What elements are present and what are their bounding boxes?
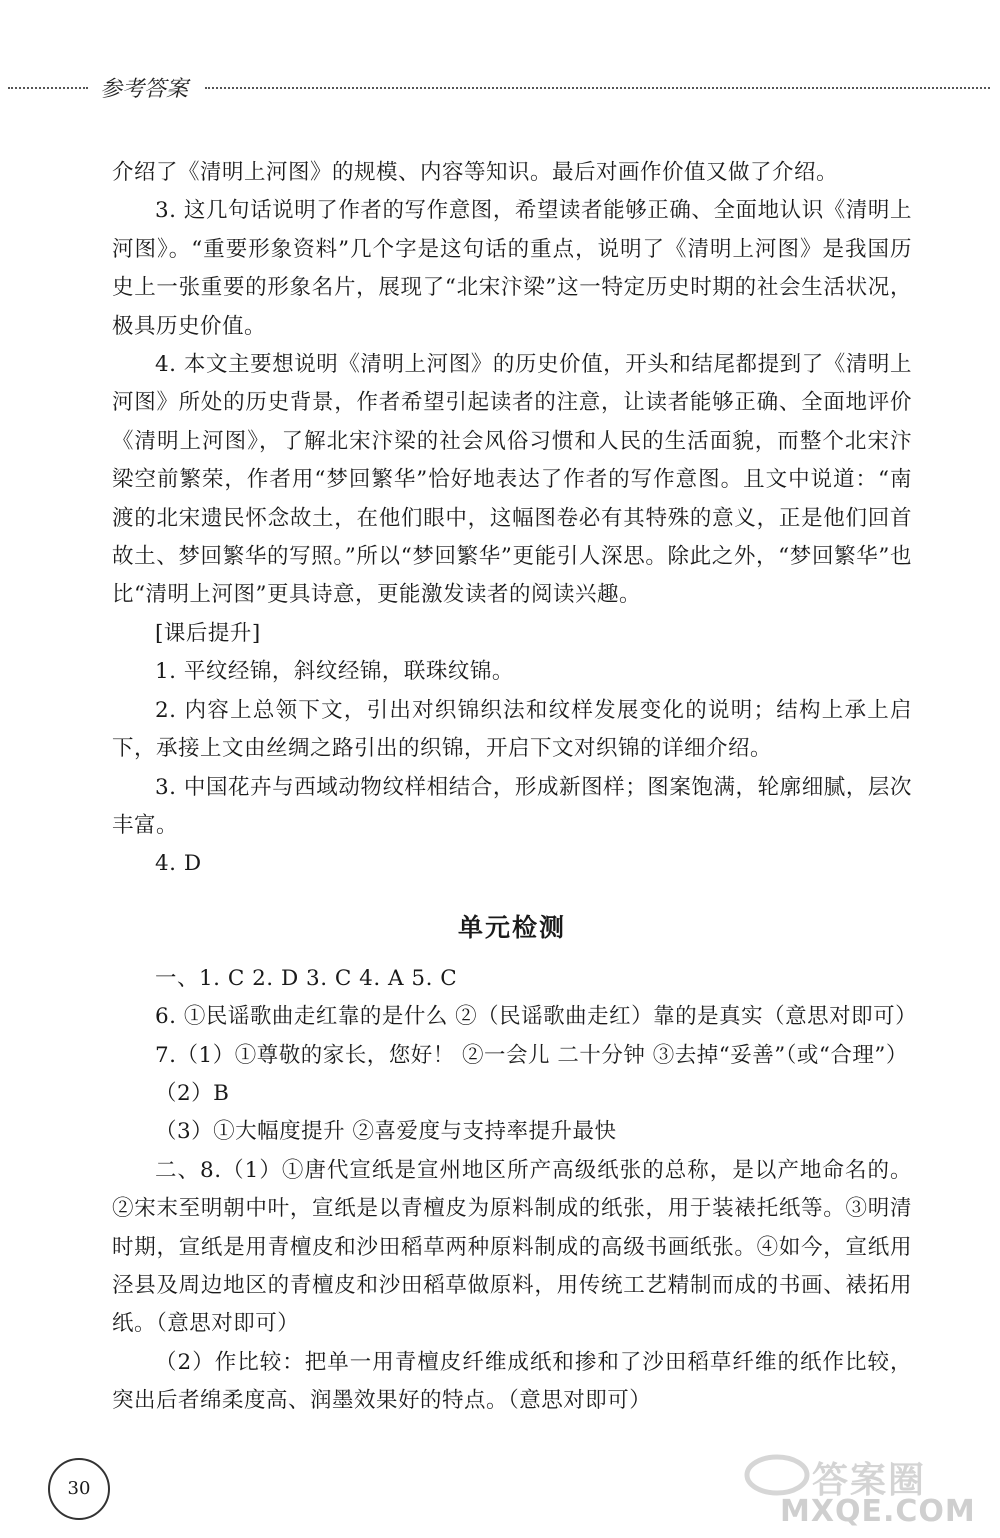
header-dotted-rule-right — [205, 87, 990, 89]
answer-paragraph: 4. D — [155, 851, 202, 877]
answer-paragraph: 3. 这几句话说明了作者的写作意图，希望读者能够正确、全面地认识《清明上河图》。“重要形象资料”几个字是这句话的重点，说明了《清明上河图》是我国历史上一张重要的形象名片，展现了“北宋汴梁”这一特定历史时期的社会生活状况，极具历史价值。 — [112, 198, 912, 339]
answer-paragraph: （2）B — [155, 1080, 230, 1106]
watermark-brand: 答案圈 — [812, 1460, 927, 1501]
answer-paragraph: 二、8.（1）①唐代宣纸是宣州地区所产高级纸张的总称，是以产地命名的。②宋末至明朝中叶，宣纸是以青檀皮为原料制成的纸张，用于装裱托纸等。③明清时期，宣纸是用青檀皮和沙田稻草两种原料制成的高级书画纸张。④如今，宣纸用泾县及周边地区的青檀皮和沙田稻草做原料，用传统工艺精制而成的书画、裱拓用纸。（意思对即可） — [112, 1157, 912, 1337]
watermark-logo-icon — [742, 1450, 812, 1500]
watermark — [742, 1450, 982, 1530]
answer-paragraph: 介绍了《清明上河图》的规模、内容等知识。最后对画作价值又做了介绍。 — [112, 160, 839, 185]
answer-paragraph: 1. 平纹经锦，斜纹经锦，联珠纹锦。 — [155, 659, 514, 685]
answer-paragraph: 3. 中国花卉与西域动物纹样相结合，形成新图样；图案饱满，轮廓细腻，层次丰富。 — [112, 774, 912, 838]
answer-content — [112, 154, 918, 1421]
watermark-url: MXQE.COM — [780, 1494, 976, 1529]
header-dotted-rule-left — [8, 87, 88, 89]
section-heading: 单元检测 — [457, 912, 566, 942]
page-header — [0, 68, 1000, 108]
header-title: 参考答案 — [100, 77, 189, 102]
answer-paragraph: [课后提升] — [155, 620, 261, 646]
answer-paragraph: 7.（1）①尊敬的家长，您好！ ②一会儿 二十分钟 ③去掉“妥善”（或“合理”） — [155, 1042, 908, 1068]
answer-paragraph: 一、1. C 2. D 3. C 4. A 5. C — [155, 965, 458, 991]
answer-paragraph: 2. 内容上总领下文，引出对织锦织法和纹样发展变化的说明；结构上承上启下，承接上文由丝绸之路引出的织锦，开启下文对织锦的详细介绍。 — [112, 697, 912, 762]
answer-paragraph: 6. ①民谣歌曲走红靠的是什么 ②（民谣歌曲走红）靠的是真实（意思对即可） — [155, 1004, 918, 1030]
answer-paragraph: （2）作比较：把单一用青檀皮纤维成纸和掺和了沙田稻草纤维的纸作比较，突出后者绵柔度高、润墨效果好的特点。（意思对即可） — [112, 1349, 912, 1414]
answer-paragraph: 4. 本文主要想说明《清明上河图》的历史价值，开头和结尾都提到了《清明上河图》所处的历史背景，作者希望引起读者的注意，让读者能够正确、全面地评价《清明上河图》，了解北宋汴梁的社会风俗习惯和人民的生活面貌，而整个北宋汴梁空前繁荣，作者用“梦回繁华”恰好地表达了作者的写作意图。且文中说道：“南渡的北宋遗民怀念故土，在他们眼中，这幅图卷必有其特殊的意义，正是他们回首故土、梦回繁华的写照。”所以“梦回繁华”更能引人深思。除此之外，“梦回繁华”也比“清明上河图”更具诗意，更能激发读者的阅读兴趣。 — [112, 352, 912, 608]
page-number: 30 — [48, 1458, 110, 1520]
answer-paragraph: （3）①大幅度提升 ②喜爱度与支持率提升最快 — [155, 1119, 617, 1145]
